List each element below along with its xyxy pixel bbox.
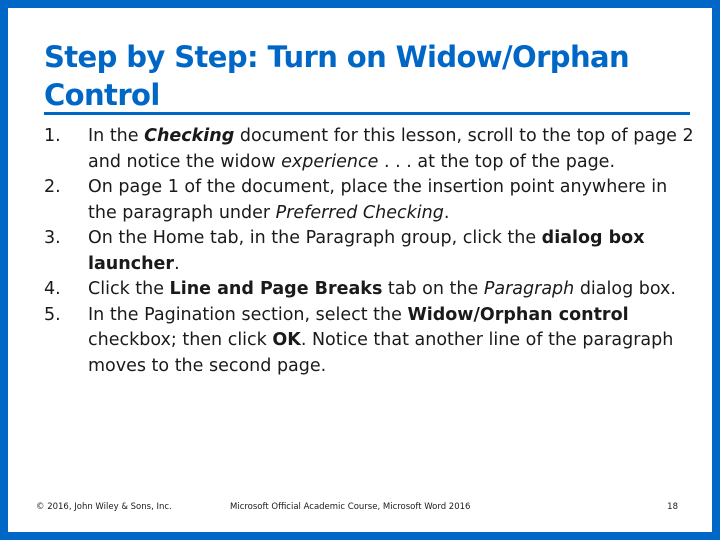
step-text-run: . [174,253,180,274]
step-text-run: Checking [144,126,235,146]
title-divider [44,112,690,115]
step-number: 3. [44,228,61,248]
step-text-run: Click the [88,279,170,299]
step-item [44,226,694,277]
step-item [44,303,694,380]
step-text-run: Paragraph [483,279,575,299]
step-text [88,305,673,376]
step-text-run: Preferred Checking [275,202,444,223]
step-text-run: tab on the [382,279,484,299]
step-text [88,228,644,274]
step-text-run: . Notice that another line of the paragraph moves to the second page. [88,330,674,376]
step-number: 5. [44,304,61,325]
step-item [44,124,694,175]
step-text-run: document for this lesson, scroll to the top of page 2 and notice the widow [88,126,694,172]
footer-page-number: 18 [667,502,678,512]
step-item [44,175,694,226]
step-text-run: dialog box launcher [88,228,645,274]
step-text-run: Widow/Orphan control [407,304,629,325]
slide-title-line-1: Step by Step: Turn on Widow/Orphan [44,40,630,74]
step-text-run: . . . at the top of the page. [378,151,616,172]
step-text-run: OK [272,330,301,350]
step-text-run: On the Home tab, in the Paragraph group, click the [88,228,542,248]
step-text-run: . [443,202,450,223]
step-number: 4. [44,279,61,299]
step-text-run: experience [281,151,379,172]
step-text-run: checkbox; then click [88,330,273,350]
slide-title [44,38,684,114]
step-text-run: dialog box. [574,279,676,299]
step-text [88,177,667,223]
step-text-run: Line and Page Breaks [169,279,383,299]
footer-course: Microsoft Official Academic Course, Microsoft Word 2016 [230,502,471,512]
step-text-run: In the Pagination section, select the [88,304,408,325]
slide [8,8,712,532]
step-text-run: On page 1 of the document, place the insertion point anywhere in the paragraph under [88,177,668,223]
step-number: 1. [44,126,61,146]
step-item [44,277,694,303]
step-text [88,279,676,299]
footer-copyright: © 2016, John Wiley & Sons, Inc. [36,502,172,512]
slide-title-line-2: Control [44,78,160,112]
steps-list [44,124,694,379]
step-text-run: In the [88,126,145,146]
step-text [88,126,694,172]
step-number: 2. [44,177,61,197]
